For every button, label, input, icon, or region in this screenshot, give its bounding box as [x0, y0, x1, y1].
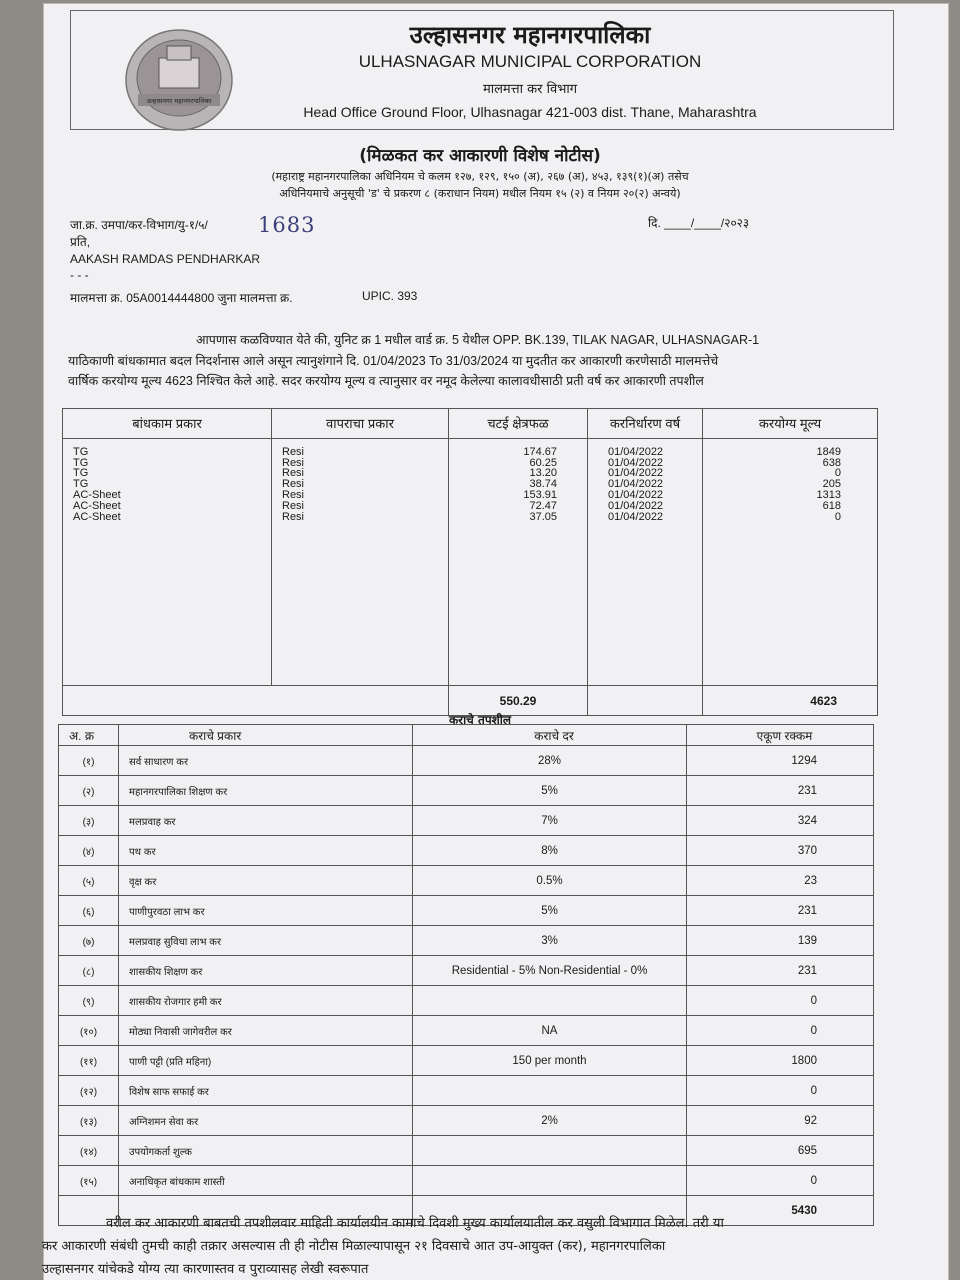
tax-rate-cell: Residential - 5% Non-Residential - 0%	[413, 956, 687, 986]
property-area-cell: 37.05	[529, 510, 557, 523]
tax-no-cell: (६)	[59, 896, 119, 926]
tax-name-cell: सर्व साधारण कर	[119, 746, 413, 776]
tax-amount-cell: 370	[687, 836, 874, 866]
tax-amount-cell: 1800	[687, 1046, 874, 1076]
tax-name-cell: शासकीय रोजगार हमी कर	[119, 986, 413, 1016]
tax-name-cell: अनाधिकृत बांधकाम शास्ती	[119, 1166, 413, 1196]
property-area-cell: 13.20	[529, 467, 557, 480]
property-value-cell: 0	[834, 510, 841, 523]
tax-row	[59, 1076, 874, 1106]
act-line-1: (महाराष्ट्र महानगरपालिका अधिनियम चे कलम १२७, १२९, १५० (अ), २६७ (अ), ४५३, १३९(१)(अ) तसेच	[271, 170, 689, 183]
tax-row	[59, 926, 874, 956]
tax-rate-cell: 28%	[413, 746, 687, 776]
property-value-cell: 618	[822, 499, 841, 512]
tax-amount-cell: 0	[687, 1016, 874, 1046]
tax-row	[59, 1136, 874, 1166]
tax-rate-cell: 5%	[413, 776, 687, 806]
construction-type-column	[63, 438, 272, 685]
property-usage-cell: Resi	[282, 467, 305, 480]
tax-no-cell: (३)	[59, 806, 119, 836]
tax-total-amount: 5430	[687, 1196, 874, 1226]
tax-amount-cell: 92	[687, 1106, 874, 1136]
tax-amount-cell: 0	[687, 1076, 874, 1106]
tax-name-cell: विशेष साफ सफाई कर	[119, 1076, 413, 1106]
notice-paragraph-line-1: आपणास कळविण्यात येते की, युनिट क्र 1 मधील वार्ड क्र. 5 येथील OPP. BK.139, TILAK NAGAR, ULHASNAGAR-1	[196, 333, 760, 347]
corporation-title-marathi: उल्हासनगर महानगरपालिका	[409, 21, 651, 49]
property-usage-cell: Resi	[282, 510, 305, 523]
property-year-cell: 01/04/2022	[608, 456, 664, 469]
column-header-tax-type: कराचे प्रकार	[119, 725, 413, 746]
tax-amount-cell: 0	[687, 986, 874, 1016]
property-construction-cell: AC-Sheet	[73, 510, 121, 523]
tax-no-cell: (१५)	[59, 1166, 119, 1196]
department-name: मालमत्ता कर विभाग	[482, 82, 578, 97]
property-year-cell: 01/04/2022	[608, 499, 664, 512]
tax-row	[59, 1016, 874, 1046]
tax-row	[59, 896, 874, 926]
reference-number-handwritten: 1683	[258, 213, 316, 237]
tax-rate-cell: 8%	[413, 836, 687, 866]
taxable-value-column	[703, 438, 878, 685]
property-area-cell: 60.25	[529, 456, 557, 469]
tax-row	[59, 776, 874, 806]
total-area: 550.29	[449, 686, 588, 716]
tax-details-table	[58, 724, 874, 1226]
tax-no-cell: (१२)	[59, 1076, 119, 1106]
property-construction-cell: TG	[73, 467, 89, 480]
column-header-area: चटई क्षेत्रफळ	[449, 409, 588, 439]
column-header-taxable-value: करयोग्य मूल्य	[703, 409, 878, 439]
tax-row	[59, 1106, 874, 1136]
tax-rate-cell	[413, 1136, 687, 1166]
notice-title: (मिळकत कर आकारणी विशेष नोटीस)	[359, 146, 601, 166]
tax-amount-cell: 231	[687, 776, 874, 806]
property-construction-cell: TG	[73, 456, 89, 469]
tax-no-cell: (१)	[59, 746, 119, 776]
tax-name-cell: पाणीपुरवठा लाभ कर	[119, 896, 413, 926]
notice-paragraph-line-3: वार्षिक करयोग्य मूल्य 4623 निश्चित केले आहे. सदर करयोग्य मूल्य व त्यानुसार वर नमूद केलेल्या कालावधीसाठी प्रती वर्ष कर आकारणी तपशील	[68, 374, 704, 388]
tax-no-cell: (९)	[59, 986, 119, 1016]
tax-amount-cell: 139	[687, 926, 874, 956]
property-construction-cell: AC-Sheet	[73, 499, 121, 512]
property-value-cell: 638	[822, 456, 841, 469]
footer-line-2: कर आकारणी संबंधी तुमची काही तक्रार असल्यास ती ही नोटीस मिळाल्यापासून २१ दिवसाचे आत उप-आयुक्त (कर), महानगरपालिका	[42, 1239, 666, 1254]
property-value-cell: 205	[822, 478, 841, 491]
property-year-cell: 01/04/2022	[608, 467, 664, 480]
tax-amount-cell: 0	[687, 1166, 874, 1196]
tax-amount-cell: 23	[687, 866, 874, 896]
tax-name-cell: महानगरपालिका शिक्षण कर	[119, 776, 413, 806]
column-header-usage: वापराचा प्रकार	[272, 409, 449, 439]
tax-rate-cell: 0.5%	[413, 866, 687, 896]
tax-name-cell: पाणी पट्टी (प्रति महिना)	[119, 1046, 413, 1076]
tax-no-cell: (४)	[59, 836, 119, 866]
tax-row	[59, 836, 874, 866]
tax-amount-cell: 324	[687, 806, 874, 836]
property-usage-cell: Resi	[282, 499, 305, 512]
property-year-cell: 01/04/2022	[608, 510, 664, 523]
tax-no-cell: (८)	[59, 956, 119, 986]
property-year-cell: 01/04/2022	[608, 488, 664, 501]
tax-row	[59, 1166, 874, 1196]
property-usage-cell: Resi	[282, 445, 305, 458]
property-construction-cell: TG	[73, 478, 89, 491]
corporation-seal-logo	[124, 28, 234, 134]
tax-rate-cell: 7%	[413, 806, 687, 836]
tax-amount-cell: 231	[687, 956, 874, 986]
tax-name-cell: पथ कर	[119, 836, 413, 866]
tax-no-cell: (५)	[59, 866, 119, 896]
property-year-cell: 01/04/2022	[608, 478, 664, 491]
tax-details-title: कराचे तपशील	[448, 713, 512, 727]
tax-rate-cell: NA	[413, 1016, 687, 1046]
property-number: मालमत्ता क्र. 05A0014444800 जुना मालमत्ता क्र.	[70, 291, 293, 305]
tax-amount-cell: 695	[687, 1136, 874, 1166]
tax-row	[59, 986, 874, 1016]
tax-row	[59, 806, 874, 836]
column-header-assessment-year: करनिर्धारण वर्ष	[588, 409, 703, 439]
corporation-title-english: ULHASNAGAR MUNICIPAL CORPORATION	[358, 52, 702, 71]
tax-row	[59, 1046, 874, 1076]
notice-date: दि. ____/____/२०२३	[648, 216, 750, 230]
office-address: Head Office Ground Floor, Ulhasnagar 421-003 dist. Thane, Maharashtra	[303, 104, 757, 120]
tax-name-cell: उपयोगकर्ता शुल्क	[119, 1136, 413, 1166]
property-construction-cell: AC-Sheet	[73, 488, 121, 501]
usage-type-column	[272, 438, 449, 685]
property-value-cell: 1849	[816, 445, 841, 458]
property-area-cell: 153.91	[523, 488, 557, 501]
act-line-2: अधिनियमाचे अनुसूची 'ड' चे प्रकरण ८ (कराधान नियम) मधील नियम १५ (२) व नियम २०(२) अन्वये)	[279, 187, 681, 200]
property-usage-cell: Resi	[282, 488, 305, 501]
tax-name-cell: अग्निशमन सेवा कर	[119, 1106, 413, 1136]
column-header-serial: अ. क्र	[59, 725, 119, 746]
property-usage-cell: Resi	[282, 456, 305, 469]
act-reference	[110, 168, 850, 202]
tax-row	[59, 956, 874, 986]
tax-rate-cell: 150 per month	[413, 1046, 687, 1076]
tax-row	[59, 866, 874, 896]
address-placeholder: - - -	[70, 268, 89, 282]
tax-rate-cell: 5%	[413, 896, 687, 926]
tax-no-cell: (२)	[59, 776, 119, 806]
footer-line-3: उल्हासनगर यांचेकडे योग्य त्या कारणास्तव व पुराव्यासह लेखी स्वरूपात	[42, 1262, 369, 1277]
reference-label: जा.क्र. उमपा/कर-विभाग/यु-१/५/	[70, 218, 208, 232]
tax-no-cell: (७)	[59, 926, 119, 956]
property-area-cell: 38.74	[529, 478, 557, 491]
tax-name-cell: मलप्रवाह कर	[119, 806, 413, 836]
tax-amount-cell: 231	[687, 896, 874, 926]
tax-rate-cell	[413, 1166, 687, 1196]
tax-row	[59, 746, 874, 776]
column-header-construction: बांधकाम प्रकार	[63, 409, 272, 439]
property-value-cell: 1313	[816, 488, 841, 501]
notice-paragraph-line-2: याठिकाणी बांधकामात बदल निदर्शनास आले असून त्यानुशंगाने दि. 01/04/2023 To 31/03/2024 या मुदतीत कर आकारणी करणेसाठी मालमत्तेचे	[68, 354, 719, 368]
recipient-label: प्रति,	[70, 235, 91, 249]
tax-rate-cell	[413, 986, 687, 1016]
property-value-cell: 0	[834, 467, 841, 480]
tax-rate-cell	[413, 1076, 687, 1106]
assessment-year-column	[588, 438, 703, 685]
tax-amount-cell: 1294	[687, 746, 874, 776]
property-construction-cell: TG	[73, 445, 89, 458]
recipient-name: AAKASH RAMDAS PENDHARKAR	[70, 252, 261, 266]
column-header-tax-rate: कराचे दर	[413, 725, 687, 746]
tax-name-cell: मोठ्या निवासी जागेवरील कर	[119, 1016, 413, 1046]
tax-rate-cell: 3%	[413, 926, 687, 956]
tax-no-cell: (१४)	[59, 1136, 119, 1166]
tax-name-cell: वृक्ष कर	[119, 866, 413, 896]
upic-number: UPIC. 393	[362, 289, 418, 303]
tax-name-cell: शासकीय शिक्षण कर	[119, 956, 413, 986]
tax-name-cell: मलप्रवाह सुविधा लाभ कर	[119, 926, 413, 956]
total-taxable-value: 4623	[703, 686, 878, 716]
property-area-cell: 72.47	[529, 499, 557, 512]
tax-no-cell: (११)	[59, 1046, 119, 1076]
footer-line-1: वरील कर आकारणी बाबतची तपशीलवार माहिती कार्यालयीन कामाचे दिवशी मुख्य कार्यालयातील कर वसुली विभागात मिळेल. तरी या	[106, 1216, 724, 1231]
property-year-cell: 01/04/2022	[608, 445, 664, 458]
area-column	[449, 438, 588, 685]
property-assessment-table	[62, 408, 878, 716]
tax-no-cell: (१०)	[59, 1016, 119, 1046]
tax-no-cell: (१३)	[59, 1106, 119, 1136]
column-header-total-amount: एकूण रक्कम	[687, 725, 874, 746]
property-area-cell: 174.67	[523, 445, 557, 458]
svg-text:उल्हासनगर महानगरपालिका: उल्हासनगर महानगरपालिका	[146, 97, 212, 105]
tax-rate-cell: 2%	[413, 1106, 687, 1136]
property-usage-cell: Resi	[282, 478, 305, 491]
